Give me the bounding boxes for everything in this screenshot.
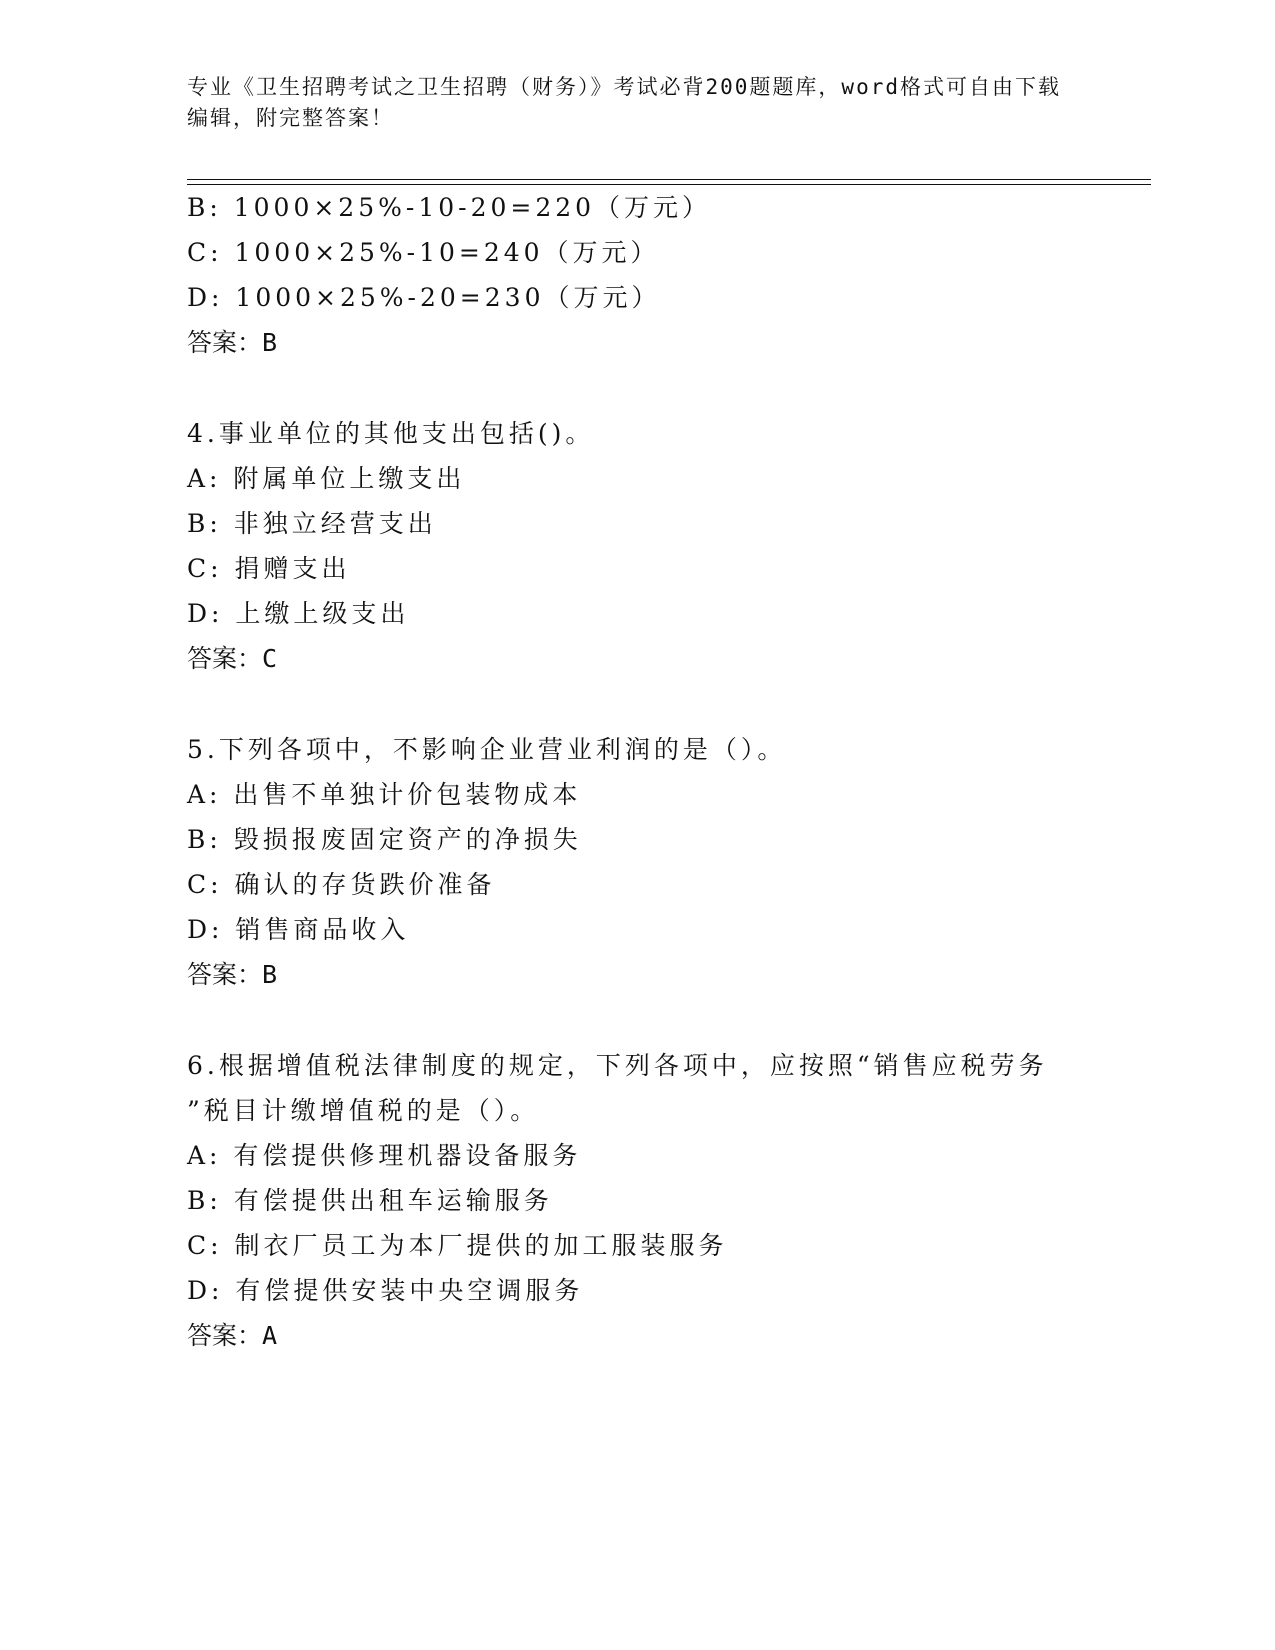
q3-option-c: C: 1000×25%-10=240（万元） bbox=[187, 238, 660, 267]
q6-question-line-2: ”税目计缴增值税的是（）。 bbox=[187, 1096, 540, 1125]
q3-option-b: B: 1000×25%-10-20=220（万元） bbox=[187, 193, 712, 222]
q5-answer: 答案：B bbox=[187, 960, 278, 989]
header-rule-bottom bbox=[187, 184, 1151, 185]
q6-question-line-1: 6.根据增值税法律制度的规定，下列各项中，应按照“销售应税劳务 bbox=[187, 1051, 1048, 1080]
q5-option-d: D: 销售商品收入 bbox=[187, 915, 410, 944]
q4-question: 4.事业单位的其他支出包括()。 bbox=[187, 419, 595, 448]
q3-option-d: D: 1000×25%-20=230（万元） bbox=[187, 283, 661, 312]
q6-answer: 答案：A bbox=[187, 1321, 278, 1350]
q4-option-d: D: 上缴上级支出 bbox=[187, 599, 410, 628]
q5-option-c: C: 确认的存货跌价准备 bbox=[187, 870, 496, 899]
q6-option-b: B: 有偿提供出租车运输服务 bbox=[187, 1186, 553, 1215]
q5-option-a: A: 出售不单独计价包装物成本 bbox=[187, 780, 582, 809]
q3-answer: 答案：B bbox=[187, 328, 278, 357]
q4-answer: 答案：C bbox=[187, 644, 278, 673]
q6-option-a: A: 有偿提供修理机器设备服务 bbox=[187, 1141, 582, 1170]
q4-option-c: C: 捐赠支出 bbox=[187, 554, 351, 583]
q6-option-c: C: 制衣厂员工为本厂提供的加工服装服务 bbox=[187, 1231, 728, 1260]
document-header: 专业《卫生招聘考试之卫生招聘（财务）》考试必背200题题库，word格式可自由下载编辑，附完整答案！ bbox=[187, 75, 1061, 130]
q5-question: 5.下列各项中，不影响企业营业利润的是（）。 bbox=[187, 735, 787, 764]
q6-option-d: D: 有偿提供安装中央空调服务 bbox=[187, 1276, 584, 1305]
header-rule-top bbox=[187, 179, 1151, 180]
q5-option-b: B: 毁损报废固定资产的净损失 bbox=[187, 825, 582, 854]
q4-option-a: A: 附属单位上缴支出 bbox=[187, 464, 466, 493]
q4-option-b: B: 非独立经营支出 bbox=[187, 509, 437, 538]
